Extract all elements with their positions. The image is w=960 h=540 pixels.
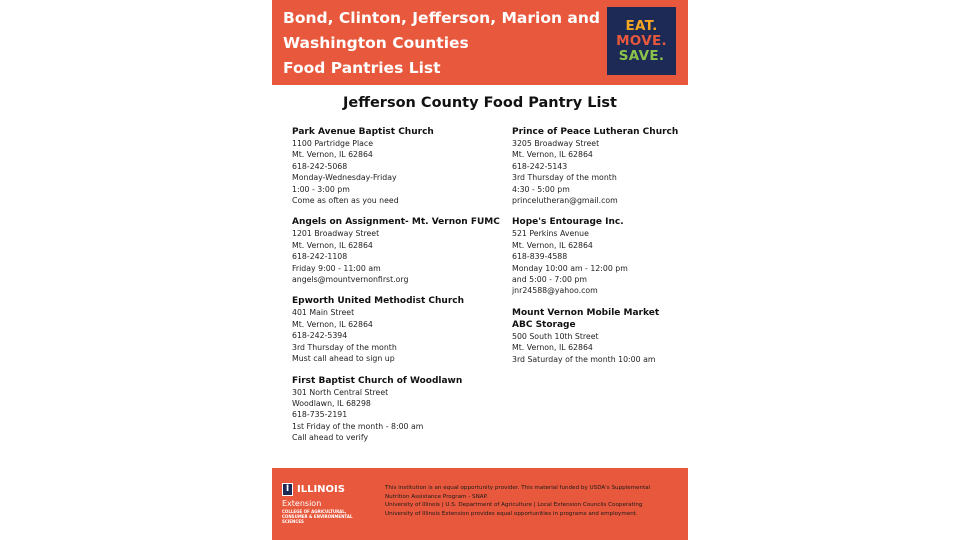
pantry-detail-line: 1100 Partridge Place — [292, 139, 373, 148]
pantry-entry — [512, 307, 717, 365]
pantry-detail-line: angels@mountvernonfirst.org — [292, 275, 409, 285]
pantry-detail-line: Mt. Vernon, IL 62864 — [512, 150, 593, 160]
pantry-detail-line: 401 Main Street — [292, 308, 355, 318]
logo-line-move: MOVE. — [616, 32, 667, 49]
pantry-entry — [292, 126, 497, 206]
pantry-detail-line: Call ahead to verify — [292, 433, 369, 443]
block-i-icon: I — [282, 483, 293, 496]
logo-line-save: SAVE. — [618, 47, 665, 64]
pantry-detail-line: 301 North Central Street — [292, 387, 389, 397]
footer-banner — [272, 468, 688, 540]
pantry-name: Park Avenue Baptist Church — [292, 127, 434, 137]
header-title-line: Food Pantries List — [283, 59, 441, 77]
pantry-detail-line: 1st Friday of the month - 8:00 am — [292, 421, 424, 431]
pantry-detail-line: Must call ahead to sign up — [292, 354, 395, 364]
pantry-entry — [512, 216, 717, 296]
illinois-extension-logo — [282, 483, 382, 524]
brand-name: ILLINOIS — [297, 483, 345, 495]
pantry-detail-line: 618-242-5394 — [292, 331, 348, 341]
pantry-detail-line: 618-242-5143 — [512, 161, 568, 171]
pantry-name: Mount Vernon Mobile Market — [512, 307, 660, 318]
footer-disclaimer — [385, 484, 681, 518]
pantry-detail-line: 3rd Saturday of the month 10:00 am — [512, 354, 656, 364]
pantry-detail-line: Monday 10:00 am - 12:00 pm — [512, 263, 628, 273]
pantry-name: Angels on Assignment- Mt. Vernon FUMC — [292, 217, 500, 228]
pantry-detail-line: 521 Perkins Avenue — [512, 229, 589, 239]
header-title-line: Washington Counties — [283, 34, 469, 52]
pantry-detail-line: Mt. Vernon, IL 62864 — [512, 240, 593, 250]
pantry-detail-line: 618-242-1108 — [292, 252, 348, 262]
pantry-detail-line: Mt. Vernon, IL 62864 — [292, 319, 373, 329]
pantry-detail-line: Mt. Vernon, IL 62864 — [512, 343, 593, 353]
footer-line: Nutrition Assistance Program - SNAP. — [385, 493, 488, 500]
eat-move-save-logo — [607, 7, 676, 75]
pantry-detail-line: 3rd Thursday of the month — [292, 342, 397, 352]
pantry-name: Epworth United Methodist Church — [292, 296, 465, 307]
pantry-detail-line: 3205 Broadway Street — [512, 139, 600, 148]
pantry-detail-line: Monday-Wednesday-Friday — [292, 173, 397, 183]
list-title: Jefferson County Food Pantry List — [343, 95, 617, 111]
pantry-name: Hope's Entourage Inc. — [512, 217, 624, 228]
pantry-detail-line: 500 South 10th Street — [512, 331, 599, 341]
pantry-detail-line: 1201 Broadway Street — [292, 229, 380, 239]
header-title — [283, 6, 603, 81]
footer-line: University of Illinois | U.S. Department of Agriculture | Local Extension Councils Cooperating — [385, 502, 643, 509]
pantry-name: Prince of Peace Lutheran Church — [512, 127, 679, 137]
header-title-line: Bond, Clinton, Jefferson, Marion and — [283, 9, 600, 27]
right-column — [512, 126, 717, 375]
pantry-detail-line: Friday 9:00 - 11:00 am — [292, 263, 381, 273]
pantry-detail-line: 3rd Thursday of the month — [512, 173, 617, 183]
pantry-detail-line: and 5:00 - 7:00 pm — [512, 275, 587, 285]
pantry-detail-line: 618-735-2191 — [292, 410, 348, 420]
pantry-detail-line: Woodlawn, IL 68298 — [292, 398, 371, 408]
pantry-detail-line: 4:30 - 5:00 pm — [512, 184, 570, 194]
pantry-entry — [512, 126, 717, 206]
pantry-detail-line: 1:00 - 3:00 pm — [292, 184, 350, 194]
pantry-entry — [292, 375, 497, 444]
pantry-detail-line: Mt. Vernon, IL 62864 — [292, 150, 373, 160]
pantry-entry — [292, 295, 497, 364]
pantry-name: First Baptist Church of Woodlawn — [292, 375, 463, 386]
brand-college: COLLEGE OF AGRICULTURAL, CONSUMER & ENVIRONMENTAL SCIENCES — [282, 509, 353, 524]
pantry-detail-line: jnr24588@yahoo.com — [512, 286, 598, 296]
footer-line: This institution is an equal opportunity provider. This material funded by USDA's Supplemental — [385, 485, 651, 491]
header-banner — [272, 0, 688, 85]
brand-subtitle: Extension — [282, 499, 322, 508]
footer-line: University of Illinois Extension provides equal opportunities in programs and employment. — [385, 510, 638, 517]
pantry-name-secondary: ABC Storage — [512, 319, 576, 330]
pantry-detail-line: 618-839-4588 — [512, 252, 568, 262]
left-column — [292, 126, 500, 454]
pantry-detail-line: Mt. Vernon, IL 62864 — [292, 240, 373, 250]
pantry-detail-line: Come as often as you need — [292, 196, 399, 206]
flyer-page — [272, 0, 688, 540]
pantry-detail-line: 618-242-5068 — [292, 161, 348, 171]
logo-line-eat: EAT. — [625, 17, 658, 34]
pantry-detail-line: princelutheran@gmail.com — [512, 196, 618, 206]
pantry-entry — [292, 216, 500, 285]
